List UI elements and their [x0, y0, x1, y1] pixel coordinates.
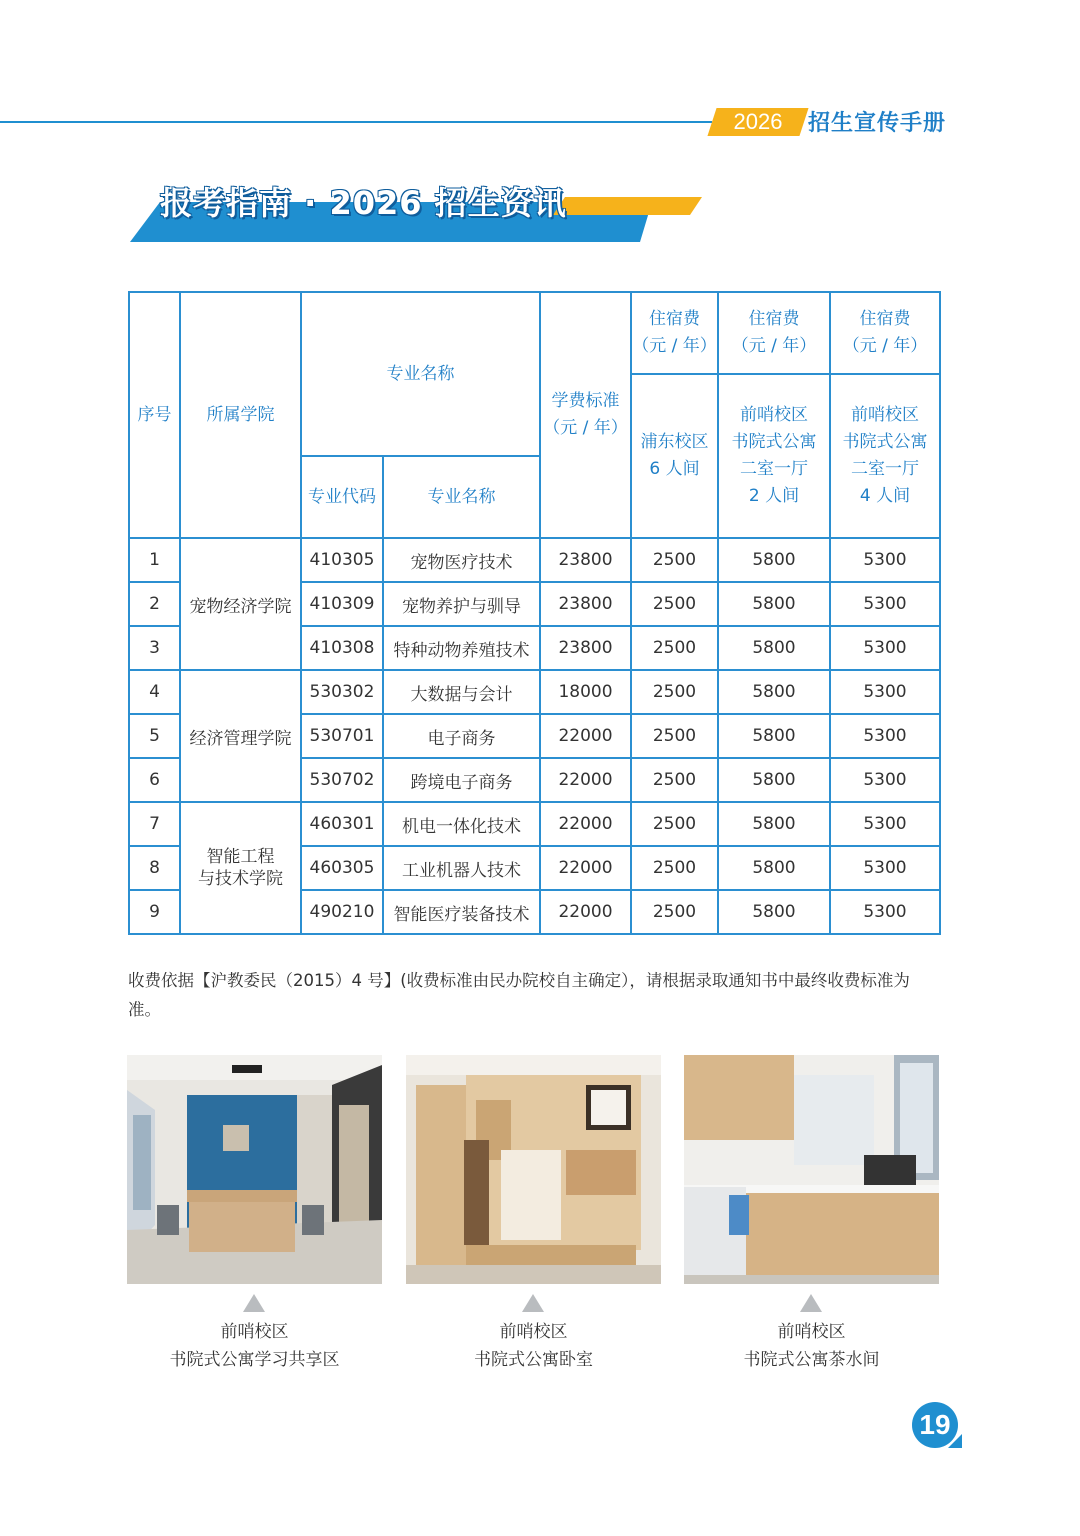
cell-dorm2: 5800: [718, 758, 830, 802]
cell-seq: 9: [129, 890, 180, 934]
cell-seq: 6: [129, 758, 180, 802]
section-title: 报考指南 · 2026 招生资讯: [160, 184, 567, 222]
cell-dorm1: 2500: [631, 802, 718, 846]
cell-dorm2: 5800: [718, 802, 830, 846]
fee-note: 收费依据【沪教委民（2015）4 号】(收费标准由民办院校自主确定），请根据录取通知书中最终收费标准为准。: [128, 971, 910, 1019]
photo-study-lounge: [127, 1055, 382, 1284]
cell-seq: 1: [129, 538, 180, 582]
table-row: [129, 670, 940, 714]
cell-dorm1: 2500: [631, 538, 718, 582]
cell-dorm2: 5800: [718, 670, 830, 714]
cell-tuition: 22000: [540, 758, 631, 802]
caption-arrow-icon: [800, 1294, 822, 1312]
photo-caption: 前哨校区 书院式公寓茶水间: [743, 1322, 880, 1370]
cell-seq: 2: [129, 582, 180, 626]
header-tuition: 学费标准 （元 / 年）: [540, 292, 631, 538]
cell-dorm2: 5800: [718, 538, 830, 582]
cell-tuition: 22000: [540, 890, 631, 934]
photo-caption: 前哨校区 书院式公寓卧室: [474, 1322, 593, 1370]
cell-dorm2: 5800: [718, 582, 830, 626]
cell-name: 特种动物养殖技术: [383, 626, 540, 670]
cell-dorm2: 5800: [718, 890, 830, 934]
header-dorm-fee: 住宿费 （元 / 年）: [631, 292, 718, 374]
cell-code: 530302: [301, 670, 383, 714]
cell-name: 机电一体化技术: [383, 802, 540, 846]
cell-dorm1: 2500: [631, 846, 718, 890]
cell-tuition: 23800: [540, 582, 631, 626]
cell-seq: 5: [129, 714, 180, 758]
photo-bedroom: [406, 1055, 661, 1284]
cell-dorm1: 2500: [631, 626, 718, 670]
header-college: 所属学院: [180, 292, 301, 538]
cell-seq: 4: [129, 670, 180, 714]
header-dorm-fee: 住宿费 （元 / 年）: [718, 292, 830, 374]
cell-code: 460301: [301, 802, 383, 846]
cell-code: 410305: [301, 538, 383, 582]
table-row: [129, 538, 940, 582]
cell-dorm2: 5800: [718, 714, 830, 758]
cell-seq: 8: [129, 846, 180, 890]
caption-arrow-icon: [522, 1294, 544, 1312]
fee-table: [128, 291, 941, 935]
header-dorm-qianshao-2: 前哨校区 书院式公寓 二室一厅 2 人间: [718, 374, 830, 538]
cell-dorm3: 5300: [830, 890, 940, 934]
cell-code: 460305: [301, 846, 383, 890]
cell-dorm1: 2500: [631, 890, 718, 934]
header-seq: 序号: [129, 292, 180, 538]
cell-name: 大数据与会计: [383, 670, 540, 714]
cell-dorm3: 5300: [830, 670, 940, 714]
cell-dorm3: 5300: [830, 846, 940, 890]
cell-college: 智能工程 与技术学院: [180, 802, 301, 934]
cell-seq: 3: [129, 626, 180, 670]
header-dorm-pudong: 浦东校区 6 人间: [631, 374, 718, 538]
header-major: 专业名称: [301, 292, 540, 456]
cell-code: 410309: [301, 582, 383, 626]
cell-tuition: 23800: [540, 538, 631, 582]
cell-name: 跨境电子商务: [383, 758, 540, 802]
cell-tuition: 18000: [540, 670, 631, 714]
cell-name: 智能医疗装备技术: [383, 890, 540, 934]
cell-dorm1: 2500: [631, 758, 718, 802]
cell-dorm1: 2500: [631, 714, 718, 758]
table-row: [129, 802, 940, 846]
cell-dorm3: 5300: [830, 626, 940, 670]
cell-code: 530702: [301, 758, 383, 802]
cell-tuition: 22000: [540, 802, 631, 846]
cell-dorm3: 5300: [830, 714, 940, 758]
cell-name: 宠物养护与驯导: [383, 582, 540, 626]
cell-tuition: 22000: [540, 846, 631, 890]
cell-code: 530701: [301, 714, 383, 758]
caption-arrow-icon: [243, 1294, 265, 1312]
cell-name: 宠物医疗技术: [383, 538, 540, 582]
cell-dorm3: 5300: [830, 538, 940, 582]
cell-dorm1: 2500: [631, 670, 718, 714]
cell-dorm2: 5800: [718, 846, 830, 890]
cell-dorm3: 5300: [830, 758, 940, 802]
header-year: 2026: [733, 109, 783, 134]
cell-tuition: 23800: [540, 626, 631, 670]
photo-caption: 前哨校区 书院式公寓学习共享区: [169, 1322, 340, 1370]
cell-dorm3: 5300: [830, 582, 940, 626]
cell-college: 经济管理学院: [180, 670, 301, 802]
header-major-code: 专业代码: [301, 456, 383, 538]
header-title: 招生宣传手册: [808, 111, 947, 136]
cell-college: 宠物经济学院: [180, 538, 301, 670]
page-number-badge: [912, 1402, 962, 1452]
header-major-name: 专业名称: [383, 456, 540, 538]
cell-name: 电子商务: [383, 714, 540, 758]
cell-code: 490210: [301, 890, 383, 934]
cell-code: 410308: [301, 626, 383, 670]
cell-dorm1: 2500: [631, 582, 718, 626]
cell-tuition: 22000: [540, 714, 631, 758]
cell-dorm2: 5800: [718, 626, 830, 670]
header-dorm-fee: 住宿费 （元 / 年）: [830, 292, 940, 374]
header-dorm-qianshao-4: 前哨校区 书院式公寓 二室一厅 4 人间: [830, 374, 940, 538]
photo-pantry: [684, 1055, 939, 1284]
cell-dorm3: 5300: [830, 802, 940, 846]
page-number: 19: [912, 1402, 958, 1448]
cell-seq: 7: [129, 802, 180, 846]
cell-name: 工业机器人技术: [383, 846, 540, 890]
